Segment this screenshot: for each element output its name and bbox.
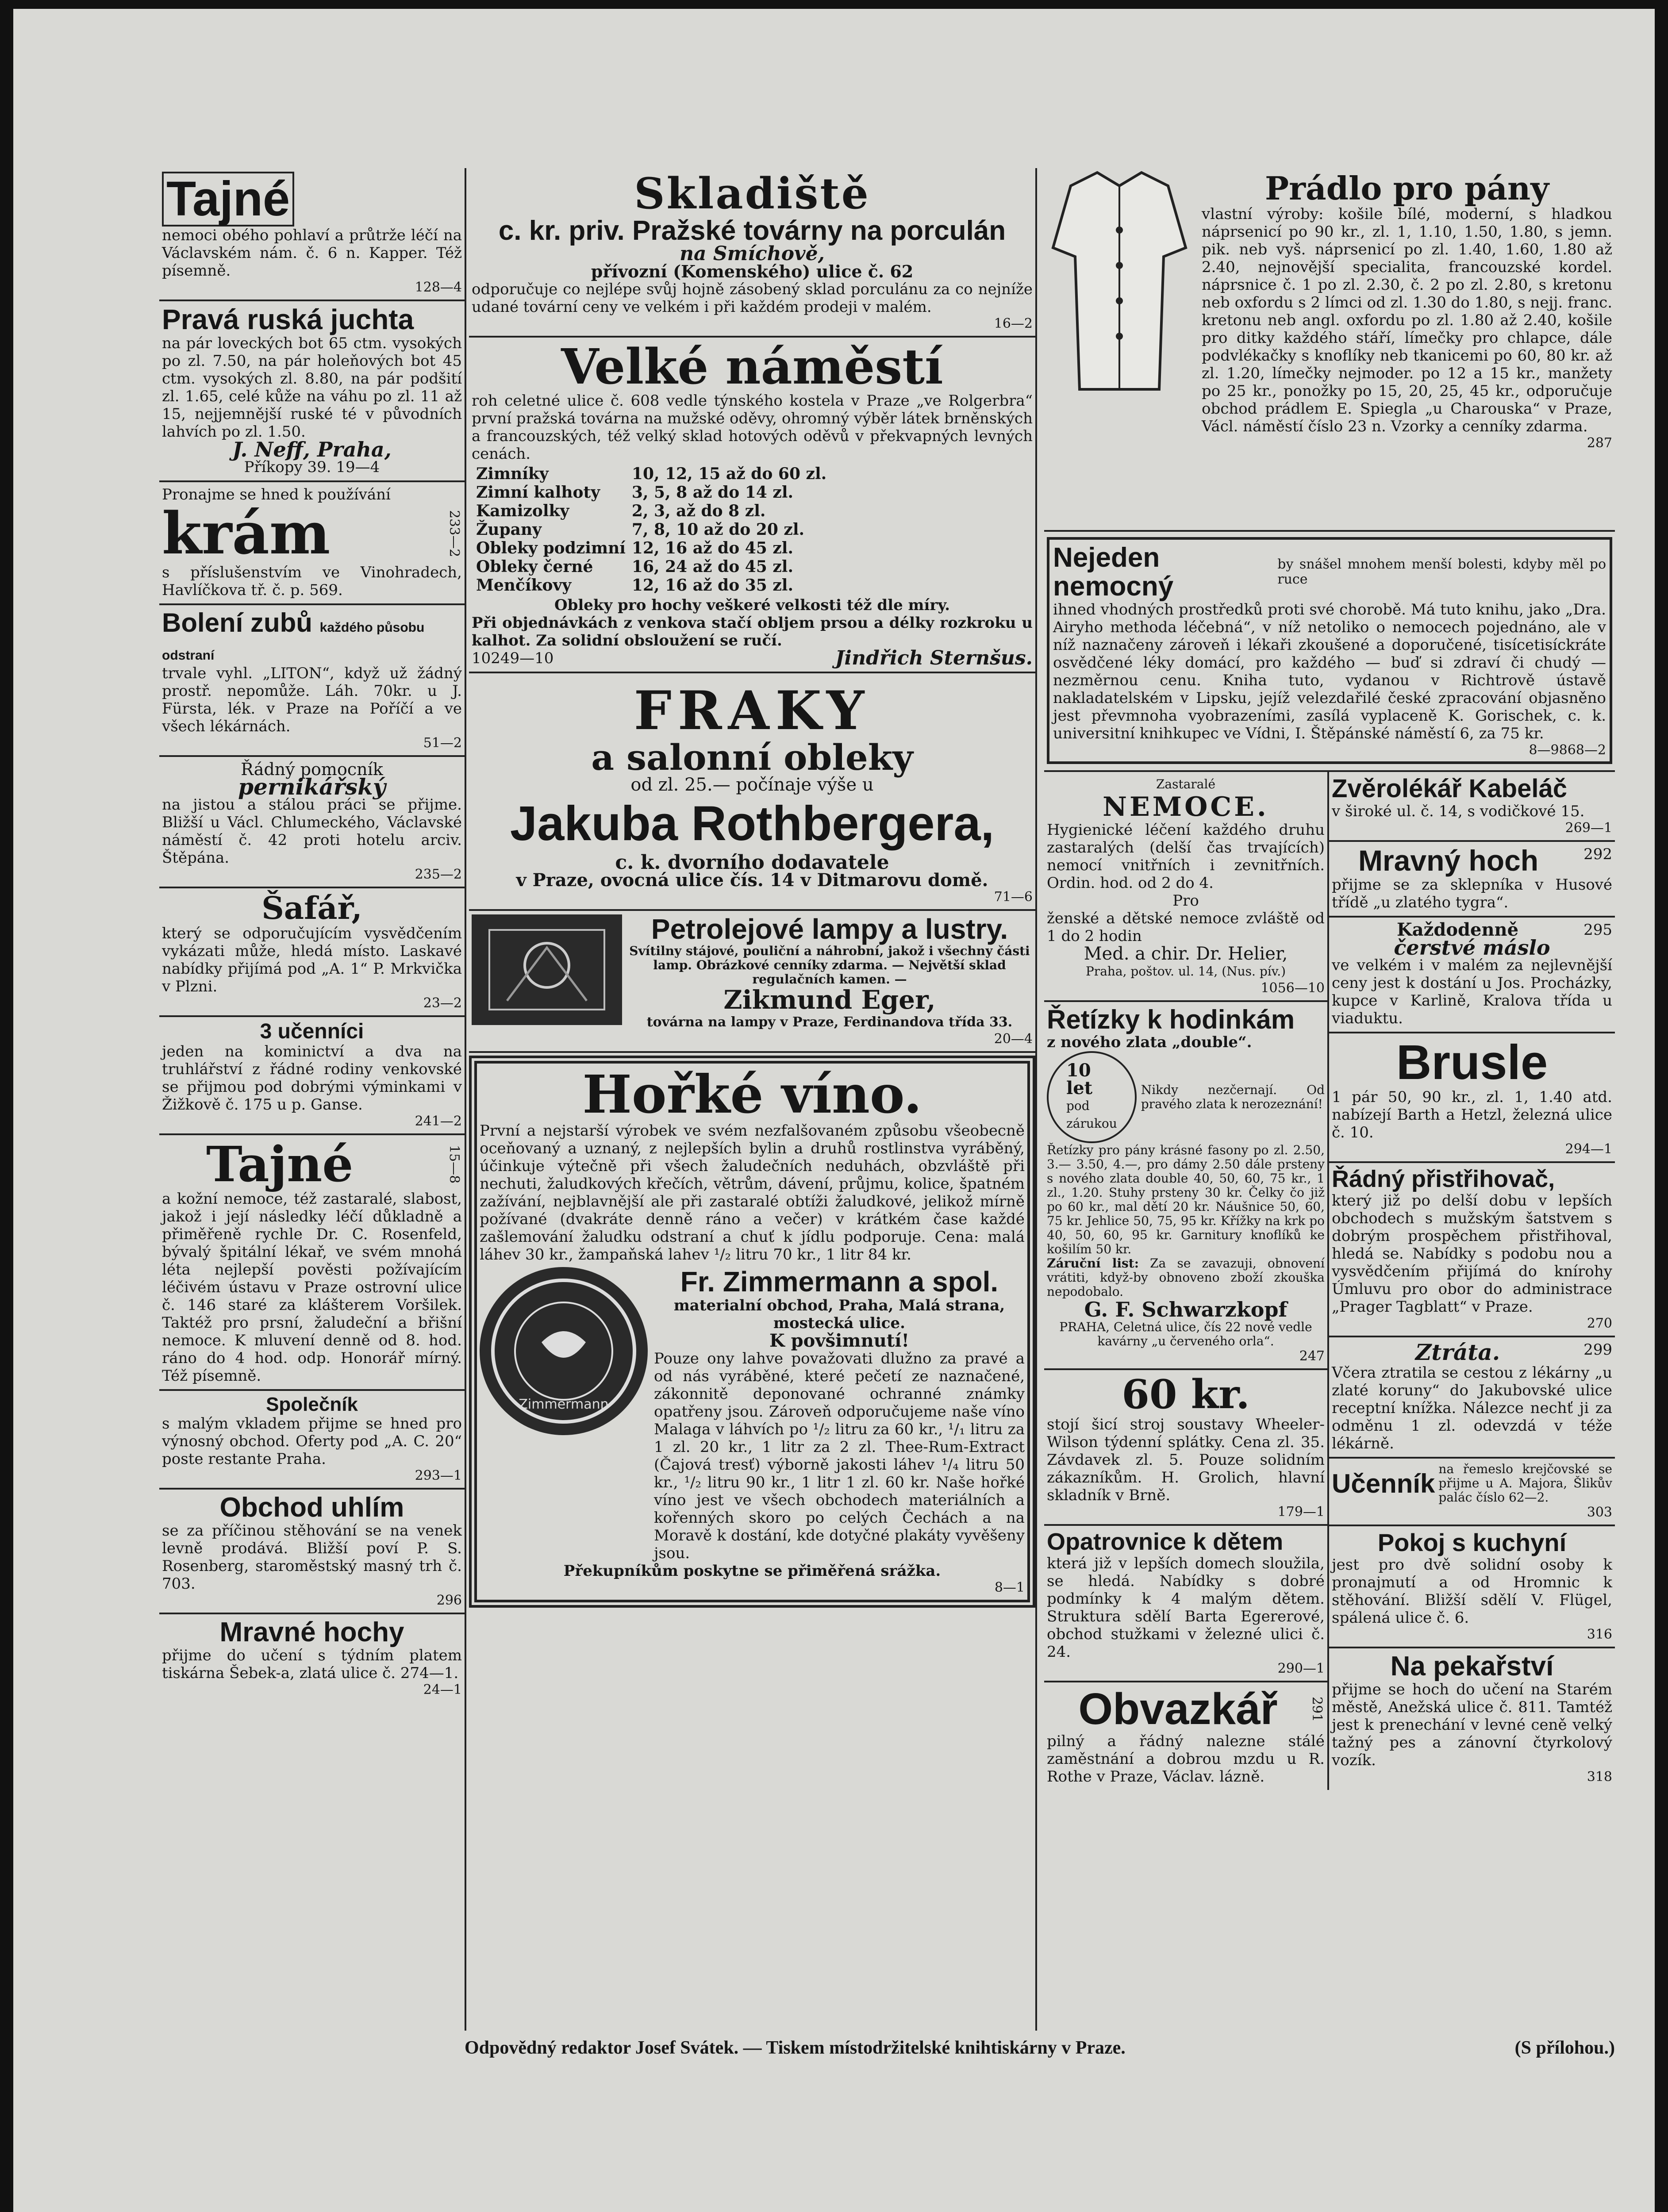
ad-pre: Zastaralé [1156,777,1216,792]
ad-title: Mravný hoch [1358,844,1539,877]
ad-body: stojí šicí stroj soustavy Wheeler-Wilson týdenní splátky. Cena zl. 35. Závdavek zl. 5. Pouze solidním zákazníkům. H. Grolich, hlavní skladník v Brně. [1047,1415,1325,1504]
ad-subtitle: každého působu odstraní [162,620,425,663]
ad-title: Petrolejové lampy a lustry. [651,913,1008,945]
ad-side-text: na řemeslo krejčovské se přijme u A. Majora, Šlikův palác číslo 62—2. [1438,1462,1612,1505]
seal-illustration [488,1276,639,1426]
ad-name: Jakuba Rothbergera, [510,796,995,851]
ad-title: 3 učenníci [260,1019,364,1043]
price-item: Obleky podzimní [476,539,626,558]
ad-number: 16—2 [994,315,1033,331]
ad-pomocnik [159,757,465,888]
ad-signature: J. Neff, Praha, [232,437,392,461]
ad-title: Skladiště [634,169,870,219]
ad-body: Řetízky pro pány krásné fasony po zl. 2.50, 3.— 3.50, 4.—, pro dámy 2.50 dále prsteny s nového zlata double 40, 50, 60, 75 kr., 1 zl., 1.20. Stuhy prsteny 30 kr. Čelky čo již po 60 kr., mal dětí 20 kr. Náušnice 50, 60, 75 kr. Jehlice 50, 75, 95 kr. Křížky na krk po 40, 50, 60, 95 kr. Garnitury knoflíků ke košilím 50 kr. [1047,1143,1325,1257]
ad-kazdodenne [1329,918,1615,1033]
table-row [476,465,833,483]
ad-number: 1056—10 [1261,980,1325,996]
ad-warranty: Záruční list: [1047,1256,1139,1271]
ad-title: Na pekařství [1390,1651,1554,1682]
seal-text: Zimmermann [519,1396,609,1412]
ad-body: přijme do učení s týdním platem tiskárna Šebek-a, zlatá ulice č. 274—1. [162,1646,462,1682]
badge-text: pod zárukou [1066,1098,1117,1131]
ad-ruska-juchta [159,301,465,482]
ad-number: 8—1 [994,1580,1025,1596]
ad-name: Zikmund Eger, [723,985,936,1015]
ad-tajne-1 [159,168,465,301]
ad-address: Praha, poštov. ul. 14, (Nus. pív.) [1085,964,1286,979]
ad-mravne-hochy [159,1614,465,1702]
ad-zverolekar [1329,772,1615,842]
ad-kram [159,482,465,606]
ad-title: Opatrovnice k dětem [1047,1528,1284,1555]
ad-warranty-body: Za se zavazuji, obnovení vrátiti, když-by obnoveno zboží zkouška nepodobalo. [1047,1256,1325,1299]
ad-body: s příslušenstvím ve Vinohradech, Havlíčkova tř. č. p. 569. [162,564,462,599]
lamp-icon [472,914,622,1025]
ad-title: Velké náměstí [561,338,943,395]
ad-body: přijme se za sklepníka v Husové třídě „u zlatého tygra“. [1332,876,1612,912]
ad-signature: Jindřich Sternšus. [835,647,1033,670]
ad-address: Příkopy 39. [244,458,331,476]
ad-number: 235—2 [415,867,462,883]
ad-number: 287 [1587,435,1612,451]
ad-title: Šafář, [261,890,362,927]
price-value: 10, 12, 15 až do 60 zl. [631,465,827,484]
table-row [476,483,833,502]
ad-title: Tajné [162,172,294,227]
ad-number: 318 [1587,1769,1612,1785]
ad-body: Hygienické léčení každého druhu zastaralých (delší čas trvajících) nemocí vnitřních i zevnitřních. Ordin. hod. od 2 do 4. [1047,821,1325,892]
ad-number: 51—2 [423,735,462,751]
ad-title: Zvěrolékář Kabeláč [1332,774,1567,803]
ad-firm-subtitle: materialní obchod, Praha, Malá strana, mostecká ulice. [673,1297,1005,1333]
ad-title: Prádlo pro pány [1264,169,1549,207]
ad-60kr [1044,1370,1327,1526]
ad-number: 19—4 [336,458,380,476]
ad-number: 23—2 [423,995,462,1011]
ad-mravny-hoch [1329,842,1615,918]
ad-body: Svítilny stájové, pouliční a náhrobní, jakož i všechny části lamp. Obrázkové cenníky zdarma. — Největší sklad regulačních kamen. — [629,944,1030,987]
ad-body-2: ženské a dětské nemoce zvláště od 1 do 2 hodin [1047,910,1325,945]
page-footer [159,2037,1615,2064]
ad-side-number: 292 [1583,845,1612,864]
footer-imprint: Odpovědný redaktor Josef Svátek. — Tiskem místodržitelské knihtiskárny v Praze. [465,2038,1126,2058]
ad-body: s malým vkladem přijme se hned pro výnosný obchod. Oferty pod „A. C. 20“ poste restante Praha. [162,1414,462,1468]
ad-title: FRAKY [634,680,871,742]
ad-number: 293—1 [415,1467,462,1483]
column-right [1044,168,1615,2031]
ad-body: jest pro dvě solidní osoby k pronajmutí a od Hromnic k stěhování. Bližší sdělí V. Flügel, spálená ulice č. 6. [1332,1555,1612,1627]
ad-title: Ztráta. [1415,1339,1500,1365]
ad-body-2: Pouze ony lahve považovati dlužno za pravé a od nás vyráběné, které pečetí ze naznačené, zákonnitě deponované ochranné známky opatřeny jsou. Zároveň odporučujeme naše víno Malaga v láhvích po ¹/₂ litru za 60 kr., ¹/₁ litru za 1 zl. 20 kr., 1 litr za 2 zl. Thee-Rum-Extract (Čajová tresť) výborně jakosti láhev ¹/₄ litru 50 kr., ¹/₂ litru 90 kr., 1 litr 1 zl. 60 kr. Naše hořké víno jest ve všech obchodech materiálních a kořenných skoro po celých Čechách a na Moravě k dostání, kde dotyčné plakáty vyvěšeny jsou. [654,1350,1025,1563]
ad-signature: Med. a chir. Dr. Helier, [1084,944,1288,964]
ad-number: 270 [1587,1315,1612,1331]
ad-title: Tajné [206,1136,354,1193]
ad-body: v široké ul. č. 14, s vodičkové 15. [1332,803,1585,821]
footer-supplement: (S přílohou.) [1514,2038,1615,2058]
ad-pradlo [1044,168,1615,532]
ad-intro: Pronajme se hned k používání [162,485,391,503]
ad-skladiste [469,168,1035,338]
shirt-icon [1044,168,1195,398]
table-row [476,576,833,595]
ad-address-line [162,458,462,476]
ad-signature: G. F. Schwarzkopf [1084,1298,1288,1322]
price-item: Menčíkovy [476,576,572,595]
ad-title: Obchod uhlím [219,1492,404,1523]
price-item: Zimníky [476,465,549,484]
ad-title: pernikářský [238,774,386,800]
ad-nemoce [1044,772,1327,1002]
ad-side-number: 291 [1309,1696,1325,1722]
ad-body: jeden na kominictví a dva na truhlářství z řádné rodiny venkovské se přijmou pod dobrými výminkami v Žižkově č. 175 u p. Ganse. [162,1043,462,1114]
ad-boleni-zubu [159,605,465,757]
price-item: Zimní kalhoty [476,483,600,502]
ad-boys: Obleky pro hochy veškeré velkosti též dle míry. [554,596,950,614]
seal-icon [480,1267,648,1435]
ad-body: která již v lepších domech sloužila, se hledá. Nabídky s dobré podmínky k 4 malým dětem. Struktura sdělí Barta Egererové, obchod stužkami v železné ulici č. 24. [1047,1554,1325,1661]
ad-subtitle: čerstvé máslo [1394,936,1550,960]
table-row [476,539,833,557]
ad-velke-namesti [469,338,1035,674]
ad-obvazkar [1044,1682,1327,1790]
price-item: Župany [476,520,542,539]
ad-number: 247 [1299,1348,1325,1364]
ad-subtitle: z nového zlata „double“. [1047,1033,1252,1052]
ad-petrolejove-lampy [469,911,1035,1053]
table-row [476,502,833,520]
ad-aside: Nikdy nezčernají. Od pravého zlata k nerozeznání! [1141,1083,1325,1112]
lamp-illustration [480,921,613,1018]
ad-number: 269—1 [1565,820,1612,836]
ad-title: 60 kr. [1122,1371,1250,1418]
ad-body: ve velkém i v malém za nejlevnější ceny jest k dostání u Jos. Procházky, kupce v Karlině, Kralova třída u viaduktu. [1332,956,1612,1028]
ad-body: se za příčinou stěhování se na venek levně prodává. Bližší poví P. S. Rosenberg, staroměstský masný trh č. 703. [162,1521,462,1593]
ad-body: který se odporučujícím vysvědčením vykázati může, hledá místo. Laskavé nabídky přijímá pod „A. 1“ P. Mrkvička v Plzni. [162,924,462,995]
ad-address: v Praze, ovocná ulice čís. 14 v Ditmarovu domě. [516,869,988,891]
ad-note: Při objednávkách z venkova stačí obljem prsou a délky rozkroku u kalhot. Za solidní obsloužení se ručí. [472,614,1033,650]
ad-number: 241—2 [415,1114,462,1129]
ad-address: PRAHA, Celetná ulice, čís 22 nové vedle kavárny „u červeného orla“. [1059,1320,1312,1349]
ad-subtitle: a salonní obleky [591,737,913,779]
ad-side-number: 299 [1583,1340,1612,1359]
ad-number: 20—4 [994,1031,1033,1047]
ad-nejeden-nemocny [1044,532,1615,772]
ad-title: Učenník [1332,1468,1435,1498]
ad-side-number: 15—8 [446,1145,462,1184]
ad-brusle [1329,1033,1615,1163]
ad-number: 128—4 [415,279,462,295]
ad-safar [159,888,465,1017]
ad-number: 71—6 [994,889,1033,905]
ad-body: 1 pár 50, 90 kr., zl. 1, 1.40 atd. nabízejí Barth a Hetzl, železná ulice č. 10. [1332,1088,1612,1141]
table-row [476,520,833,539]
ad-body: ihned vhodných prostředků proti své chorobě. Má tuto knihu, jako „Dra. Airyho methoda léčebná“, v níž netoliko o nemocech pojednáno, ale v níž naznačeny zároveň i lékaři zkoušené a doporučené, tisícetisíckráte osvědčené léky domácí, pro každého — buď si zdraví či chudý — nezměrnou cenu. Kniha tuto, vydanou v Richtrově ústavě nakladatelském v Lipsku, jejíž velezdařilé české zpracování objasněno jest převmnoha vyobrazeními, zasílá vyplaceně K. Gorischek, c. k. universitní knihkupec ve Vídni, I. Štěpánské náměstí 6, za 75 kr. [1053,601,1606,743]
newspaper-page [13,9,1655,2212]
warranty-badge [1047,1051,1137,1143]
ad-ztrata [1329,1337,1615,1459]
ad-body: na jistou a stálou práci se přijme. Bližší u Václ. Chlumeckého, Václavské náměstí č. 42 proti hotelu arciv. Štěpána. [162,796,462,867]
ad-title: Řádný přistřihovač, [1332,1165,1555,1192]
ad-pristrihovac [1329,1163,1615,1337]
ad-number: 24—1 [423,1682,462,1697]
ad-intro: Řádný pomocník [241,760,383,780]
ad-ucennici [159,1017,465,1135]
ad-body: roh celetné ulice č. 608 vedle týnského kostela v Praze „ve Rolgerbra“ první pražská továrna na mužské oděvy, ohromný výběr látek brněnských a francouzských, též velký sklad hotových oděvů v překvapných levných cenách. [472,392,1033,463]
ad-number: 10249—10 [472,649,554,668]
price-value: 2, 3, až do 8 zl. [631,502,766,521]
ad-title: Brusle [1396,1035,1548,1090]
shirt-illustration [1044,168,1195,398]
ad-body: trvale vyhl. „LITON“, když už žádný prostř. nepomůže. Láh. 70kr. u J. Fürsta, lék. v Praze na Poříčí a ve všech lékárnách. [162,664,462,736]
ad-title: Pokoj s kuchyní [1377,1528,1567,1557]
ad-title: Společník [266,1393,358,1415]
ad-warranty-line [1047,1256,1325,1299]
ad-title-line [162,609,462,664]
ad-number: 316 [1587,1626,1612,1642]
ad-number: 290—1 [1277,1660,1325,1676]
ad-body: Včera ztratila se cestou z lékárny „u zlaté koruny“ do Jakubovské ulice receptní knížka. Nálezce nechť ji za odměnu 1 zl. odevzdá v téže lékárně. [1332,1364,1612,1453]
column-middle [469,168,1037,2031]
ad-body: pilný a řádný nalezne stálé zaměstnání a dobrou mzdu u R. Rothe v Praze, Václav. lázně. [1047,1732,1325,1786]
ad-na-pekarstvi [1329,1648,1615,1789]
ad-title: Každodenně [1397,919,1519,941]
ad-address: továrna na lampy v Praze, Ferdinandova třída 33. [646,1014,1013,1030]
column-left [159,168,466,2031]
ad-title: Obvazkář [1078,1684,1278,1734]
price-item: Obleky černé [476,557,593,576]
ad-number: 294—1 [1565,1141,1612,1157]
ad-body: který již po delší dobu v lepších obchodech s mužským šatstvem s dobrým prospěchem přistřihoval, hledá se. Nabídky s podobu nou a vysvědčením přijímá do knírohy Úmluvu pro obor do administrace „Prager Tagblatt“ v Praze. [1332,1191,1612,1316]
ad-retizky [1044,1002,1327,1370]
ad-body: přijme se hoch do učení na Starém městě, Anežská ulice č. 811. Tamtéž jest k prenechání v levné ceně velký tažný pes a zánovní čtyrkolový vozík. [1332,1680,1612,1769]
ad-title: Mravné hochy [219,1617,404,1647]
ad-body: vlastní výroby: košile bílé, moderní, s hladkou náprsenicí po 90 kr., zl. 1, 1.10, 1.50, 1.80, s jemn. pik. neb vyš. náprsenicí po zl. 1.40, 1.60, 1.80 až 2.40, nejnovější specialita, francouzské kordel. náprsnice č. 1 po zl. 2.30, č. 2 po zl. 2.80, s kretonu neb oxfordu s 2 límci od zl. 1.30 do 1.80, s nejj. franc. kretonu neb angl. oxfordu po zl. 1.80 až 2.40, košile pro ditky každého stáří, límečky pro chlapce, dále podvlékačky s knoflíky neb tkanicemi po 60, 80 kr. až zl. 1.20, límečky nejmoder. po 12 a 15 kr., manžety po 25 kr., ponožky po 15, 20, 25, 45 kr., odporučuje obchod prádlem E. Spiegla „u Charouska“ v Praze, Václ. náměstí číslo 23 n. Vzorky a cenníky zdarma. [1202,205,1612,435]
ad-fraky [469,673,1035,911]
price-value: 16, 24 až do 45 zl. [631,557,794,576]
price-value: 12, 16 až do 35 zl. [631,576,794,595]
ad-subtitle: c. kr. priv. Pražské továrny na porculán [498,215,1006,246]
ad-opatrovnice [1044,1526,1327,1682]
ad-body: a kožní nemoce, též zastaralé, slabost, jakož i její následky léčí důkladně a přiměřeně rychle Dr. C. Rosenfeld, bývalý špitální lékař, ve svém mnohá léta nejlepší pověsti požívajícím léčivém ústavu v Praze ostrovní ulice č. 146 staré za klášterem Voršilek. Taktéž pro prsní, žaludeční a břišní nemoce. K mluvení denně od 8. hod. ráno do 4 hod. odp. Honorář mírný. Též písemně. [162,1190,462,1385]
ad-title: krám [162,499,331,567]
ad-ucennik [1329,1459,1615,1526]
ad-number: 303 [1587,1505,1612,1521]
price-table [476,465,833,595]
ad-horke-vino [469,1056,1035,1608]
ad-number: 179—1 [1277,1504,1325,1520]
price-value: 3, 5, 8 až do 14 zl. [631,483,794,502]
ad-note: Překupníkům poskytne se přiměřená srážka. [563,1562,941,1580]
ad-firm: Fr. Zimmermann a spol. [680,1265,999,1298]
ad-number: 8—9868—2 [1529,742,1606,758]
ad-title: Nejeden nemocný [1053,542,1174,602]
table-row [476,557,833,576]
ad-title: NEMOCE. [1103,791,1269,823]
ad-spolecnik [159,1391,465,1490]
ad-title: Bolení zubů [162,608,312,638]
ad-tajne-2 [159,1135,465,1391]
ad-body: na pár loveckých bot 65 ctm. vysokých po zl. 7.50, na pár holeňových bot 45 ctm. vysokých zl. 8.80, na pár podšití zl. 1.65, celé kůže na váhu po zl. 11 až 15, nejjemnější ruské té v původních lahvích po zl. 1.50. [162,334,462,441]
ad-number: 296 [436,1592,462,1608]
ad-body: První a nejstarší výrobek ve svém nezfalšovaném způsobu všeobecně oceňovaný a uznaný, z nejlepších bylin a druhů rostlinstva vyráběný, účinkuje výtečně při všech žaludečních neduhách, obzvláště při nechuti, žaludkových křečích, větrům, dávení, průjmu, kolice, špatném zažívání, nejblavnější ale při zastaralé obtíži žaludkové, jelikož mírně požívané (dvakráte denně ráno a večer) v krátkém čase každé zašlemování žaludku odstraní a chuť k jídlu podporuje. Cena: malá láhev 30 kr., žampaňská lahev ¹/₂ litru 70 kr., 1 litr 84 kr. [480,1121,1025,1263]
price-item: Kamizolky [476,502,569,521]
ad-body: odporučuje co nejlépe svůj hojně zásobený sklad porculánu za co nejníže udané tovární ceny ve velkém i při každém prodeji v malém. [472,280,1033,316]
price-value: 7, 8, 10 až do 20 zl. [631,520,805,539]
badge-years: 10 let [1066,1060,1093,1099]
ad-pro: Pro [1172,892,1199,910]
ad-role: c. k. dvorního dodavatele [615,851,889,874]
ad-location: na Smíchově, [680,242,825,265]
ad-price: od zl. 25.— počínaje výše u [630,775,874,795]
ad-street: přívozní (Komenského) ulice č. 62 [591,261,914,281]
ad-pokoj [1329,1526,1615,1648]
ad-body: nemoci obého pohlaví a průtrže léčí na Václavském nám. č. 6 n. Kapper. Též písemně. [162,226,462,280]
price-value: 12, 16 až do 45 zl. [631,539,794,558]
ad-side-number: 295 [1583,921,1612,939]
ad-head: by snášel mnohem menší bolesti, kdyby měl po ruce [1277,557,1606,588]
ad-side-number: 233—2 [446,510,462,557]
ad-title: Hořké víno. [582,1063,922,1125]
ad-attention: K povšimnutí! [769,1330,909,1352]
ad-title: Pravá ruská juchta [162,303,414,335]
ad-obchod-uhlim [159,1490,465,1614]
ad-title: Řetízky k hodinkám [1047,1005,1295,1035]
